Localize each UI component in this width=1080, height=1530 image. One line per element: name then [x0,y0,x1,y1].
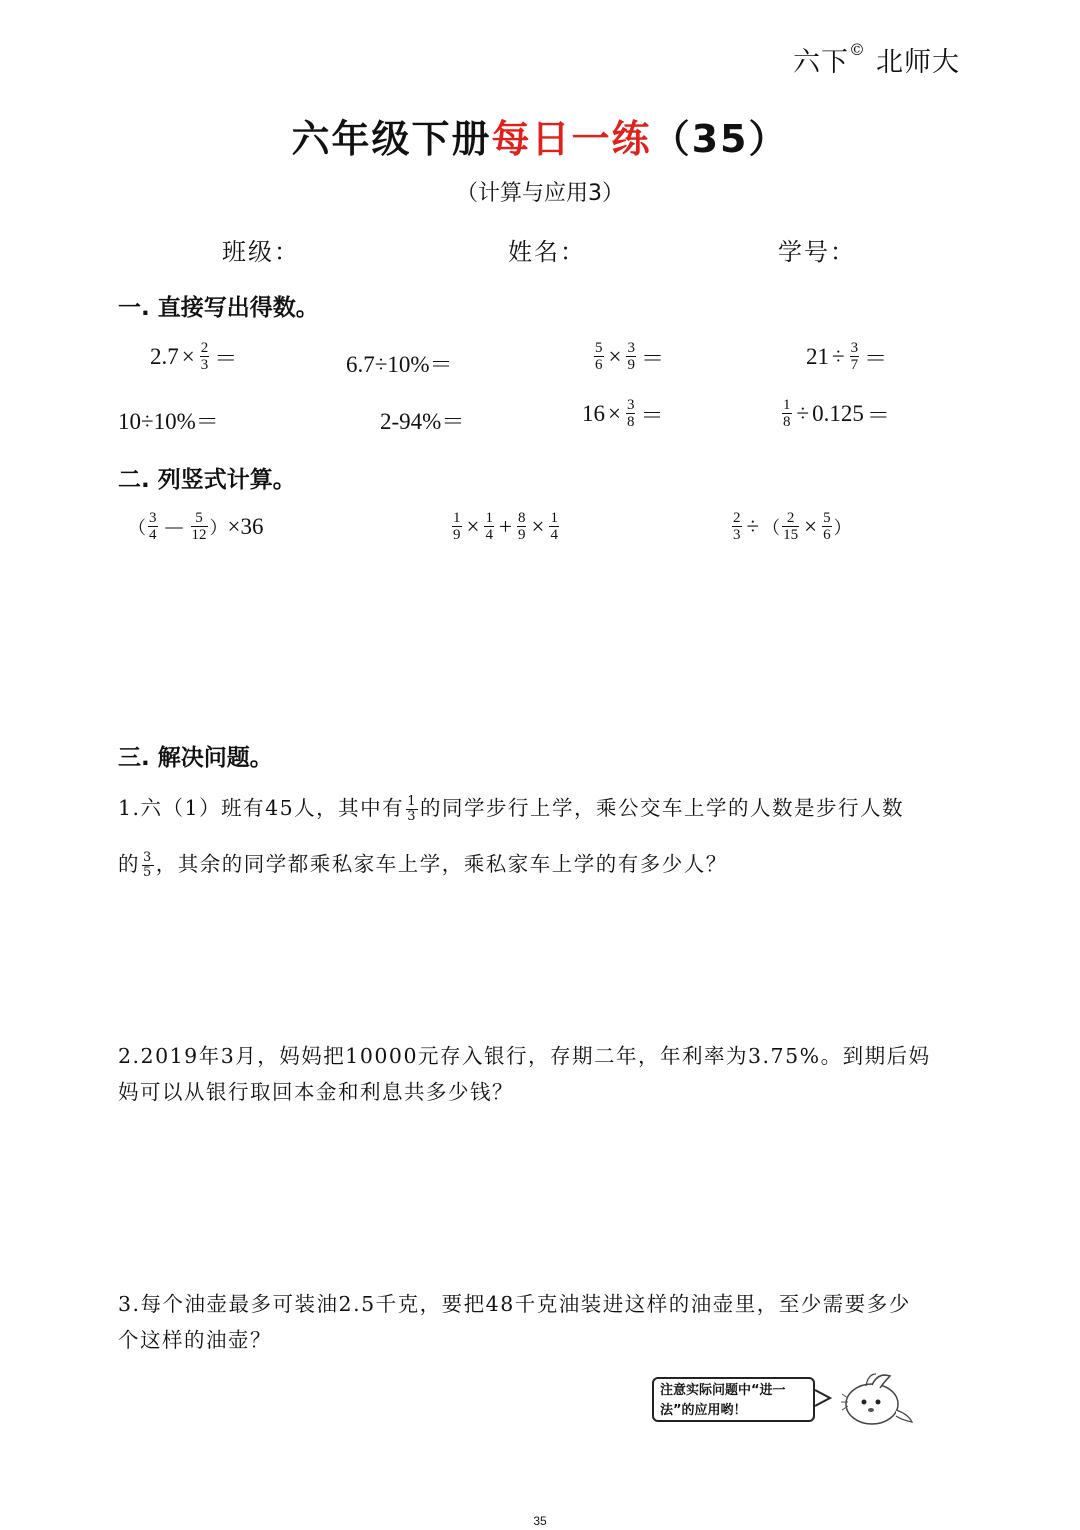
section2-heading: 二. 列竖式计算。 [118,467,296,493]
operand: 16 [582,400,605,426]
fraction: $\frac{1}{8}$ [783,397,791,430]
problem-2-line1: 2.2019年3月，妈妈把10000元存入银行，存期二年，年利率为3.75%。到期后妈 [118,1044,931,1068]
fraction: $\frac{5}{6}$ [595,340,603,373]
fraction: $\frac{1}{4}$ [485,510,493,543]
header-tag [793,40,960,79]
left-paren: （ [128,517,146,538]
operand: 0.125 [812,400,864,426]
fraction: $\frac{3}{7}$ [850,340,859,373]
copyright-symbol: © [849,40,866,59]
calc-item: 2-94%＝ [380,409,465,434]
name-label: 姓名： [508,238,586,266]
operator: + [498,513,512,539]
problem-2 [118,1038,968,1110]
fraction: $\frac{2}{15}$ [783,510,799,543]
equals: ＝ [864,346,888,371]
grade-tag: 六下 [793,47,849,78]
equals: ＝ [640,403,664,428]
section1-heading: 一. 直接写出得数。 [118,295,319,321]
class-label: 班级： [222,238,300,266]
operator: × [608,400,621,426]
tip-line2: 法”的应用哟！ [660,1403,747,1418]
problem-2-line2: 妈可以从银行取回本金和利息共多少钱？ [118,1080,514,1104]
calc-item [582,397,666,430]
fraction: $\frac{3}{4}$ [149,510,157,543]
operator: － [162,516,186,541]
operator: ÷ [796,400,810,426]
calc-item: 6.7÷10%＝ [346,352,453,377]
fraction: $\frac{1}{9}$ [453,510,461,543]
publisher: 北师大 [876,47,960,78]
calc-item [780,397,893,430]
tip-bubble [652,1377,815,1422]
equals: ＝ [640,346,664,371]
right-paren: ） [833,517,852,538]
problem-3-line2: 个这样的油壶？ [118,1328,272,1352]
calc-item [806,340,890,373]
operator: × [531,513,545,539]
fraction: $\frac{5}{12}$ [191,510,207,543]
problem-3 [118,1286,968,1358]
problem-1-line2: 的 $\frac{3}{5}$ ，其余的同学都乘私家车上学，乘私家车上学的有多少人？ [118,850,728,880]
operator: × [804,513,818,539]
cartoon-bunny-icon [812,1370,922,1430]
fraction: $\frac{3}{9}$ [627,340,635,373]
fraction: $\frac{2}{3}$ [733,510,741,543]
operand: 2.7 [150,343,179,369]
operator: × [608,343,622,369]
operator: ÷ [832,343,845,369]
problem-3-line1: 3.每个油壶最多可装油2.5千克，要把48千克油装进这样的油壶里，至少需要多少 [118,1292,911,1316]
fraction: $\frac{5}{6}$ [823,510,831,543]
fraction: $\frac{1}{4}$ [550,510,558,543]
title-part1: 六年级下册 [291,117,492,161]
calc-item [150,340,240,373]
id-label: 学号： [778,238,856,266]
fraction: $\frac{3}{8}$ [626,397,635,430]
fraction: $\frac{3}{5}$ [143,850,153,880]
fraction: $\frac{2}{3}$ [200,340,209,373]
page-subtitle: （计算与应用3） [456,181,624,206]
page-title [0,108,1080,163]
fraction: $\frac{8}{9}$ [517,510,526,543]
tip-line1: 注意实际问题中“进一 [660,1383,786,1398]
operator: × [181,343,195,369]
operator: ÷ [746,513,760,539]
left-paren: （ [762,517,781,538]
vertical-calc-3 [730,510,852,543]
operator: × [466,513,480,539]
vertical-calc-2 [450,510,561,543]
calc-item [592,340,667,373]
operand: 21 [806,343,829,369]
multiplier: ×36 [227,513,264,539]
title-highlight: 每日一练 [491,117,652,161]
problem-1-line1: 1.六（1）班有45人，其中有 $\frac{1}{3}$ 的同学步行上学，乘公交车上学的人数是步行人数 [118,794,904,824]
title-number: （35） [651,117,789,161]
page-number: 35 [533,1514,547,1528]
right-paren: ） [209,517,228,538]
fraction: $\frac{1}{3}$ [407,794,417,824]
section3-heading: 三. 解决问题。 [118,745,273,771]
equals: ＝ [214,346,238,371]
calc-item: 10÷10%＝ [118,409,219,434]
problem-1 [118,790,968,882]
equals: ＝ [866,403,890,428]
vertical-calc-1 [128,510,263,543]
